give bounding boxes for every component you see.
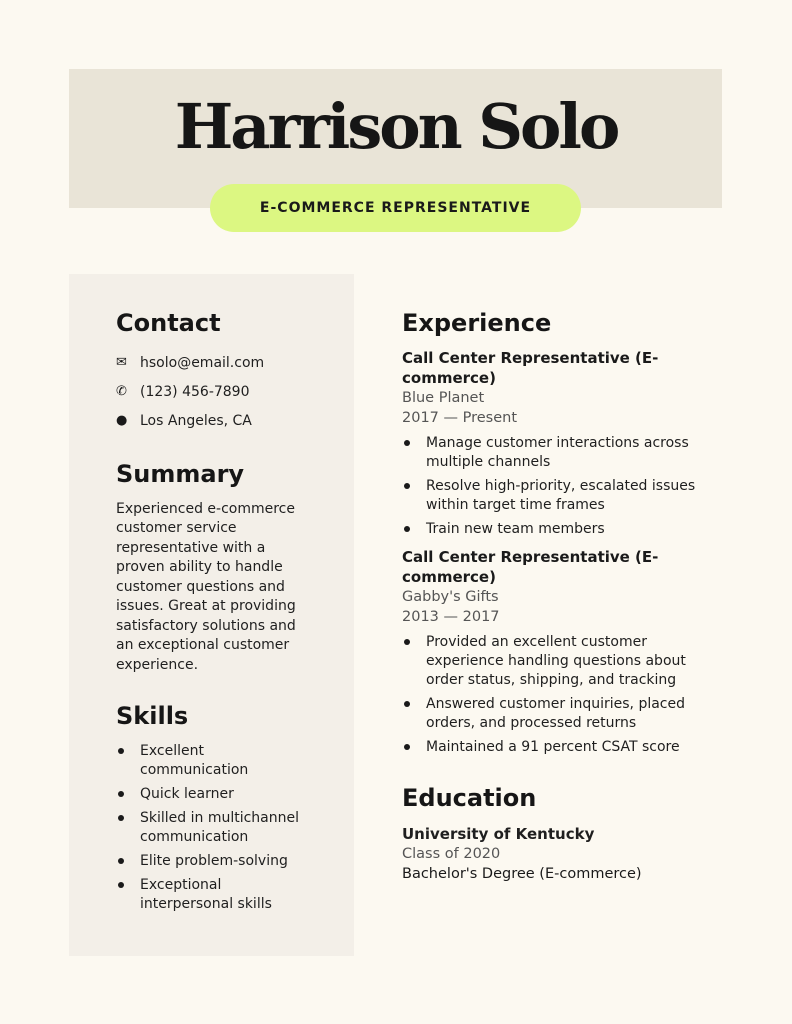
contact-heading: Contact xyxy=(116,309,221,337)
contact-phone-text: (123) 456-7890 xyxy=(140,383,250,400)
envelope-icon: ✉ xyxy=(116,355,127,371)
main-column xyxy=(402,310,722,884)
skills-list xyxy=(116,742,316,914)
summary-section xyxy=(116,461,316,675)
list-item: Quick learner xyxy=(116,785,316,804)
contact-location xyxy=(116,406,316,435)
job-dates: 2017 — Present xyxy=(402,410,518,427)
job-entry xyxy=(402,348,722,539)
sidebar-content xyxy=(116,310,316,919)
education-school: University of Kentucky xyxy=(402,824,595,843)
contact-location-text: Los Angeles, CA xyxy=(140,412,252,429)
summary-text: Experienced e-commerce customer service representative with a proven ability to handle customer questions and issues. Great at providing satisfactory solutions and an exceptional customer experience. xyxy=(116,500,296,673)
contact-email[interactable] xyxy=(116,348,316,377)
list-item: Answered customer inquiries, placed orders, and processed returns xyxy=(402,695,722,733)
skills-heading: Skills xyxy=(116,702,189,731)
list-item: Skilled in multichannel communication xyxy=(116,809,316,847)
job-company: Blue Planet xyxy=(402,390,485,407)
contact-email-text: hsolo@email.com xyxy=(140,354,265,371)
contact-section xyxy=(116,310,316,435)
job-title-text: E-COMMERCE REPRESENTATIVE xyxy=(259,200,532,216)
sidebar xyxy=(69,274,354,956)
experience-heading: Experience xyxy=(402,309,552,337)
list-item: Excellent communication xyxy=(116,742,316,780)
location-pin-icon: ● xyxy=(116,413,128,429)
education-degree: Bachelor's Degree (E-commerce) xyxy=(402,865,642,882)
candidate-name: Harrison Solo xyxy=(174,90,618,163)
phone-icon: ✆ xyxy=(116,384,127,400)
job-bullets xyxy=(402,633,722,757)
list-item: Train new team members xyxy=(402,520,722,539)
job-entry xyxy=(402,547,722,757)
job-title-badge xyxy=(210,184,581,232)
job-bullets xyxy=(402,434,722,539)
list-item: Elite problem-solving xyxy=(116,852,316,871)
job-company: Gabby's Gifts xyxy=(402,589,499,606)
contact-phone[interactable] xyxy=(116,377,316,406)
skills-section xyxy=(116,703,316,913)
list-item: Resolve high-priority, escalated issues within target time frames xyxy=(402,477,722,515)
job-dates: 2013 — 2017 xyxy=(402,609,500,626)
list-item: Exceptional interpersonal skills xyxy=(116,876,316,914)
list-item: Provided an excellent customer experience handling questions about order status, shipping, and tracking xyxy=(402,633,722,690)
summary-heading: Summary xyxy=(116,460,245,489)
job-title: Call Center Representative (E-commerce) xyxy=(402,349,659,388)
list-item: Maintained a 91 percent CSAT score xyxy=(402,738,722,757)
education-class: Class of 2020 xyxy=(402,845,501,862)
list-item: Manage customer interactions across multiple channels xyxy=(402,434,722,472)
education-heading: Education xyxy=(402,784,537,813)
job-title: Call Center Representative (E-commerce) xyxy=(402,548,659,587)
education-section xyxy=(402,785,722,883)
